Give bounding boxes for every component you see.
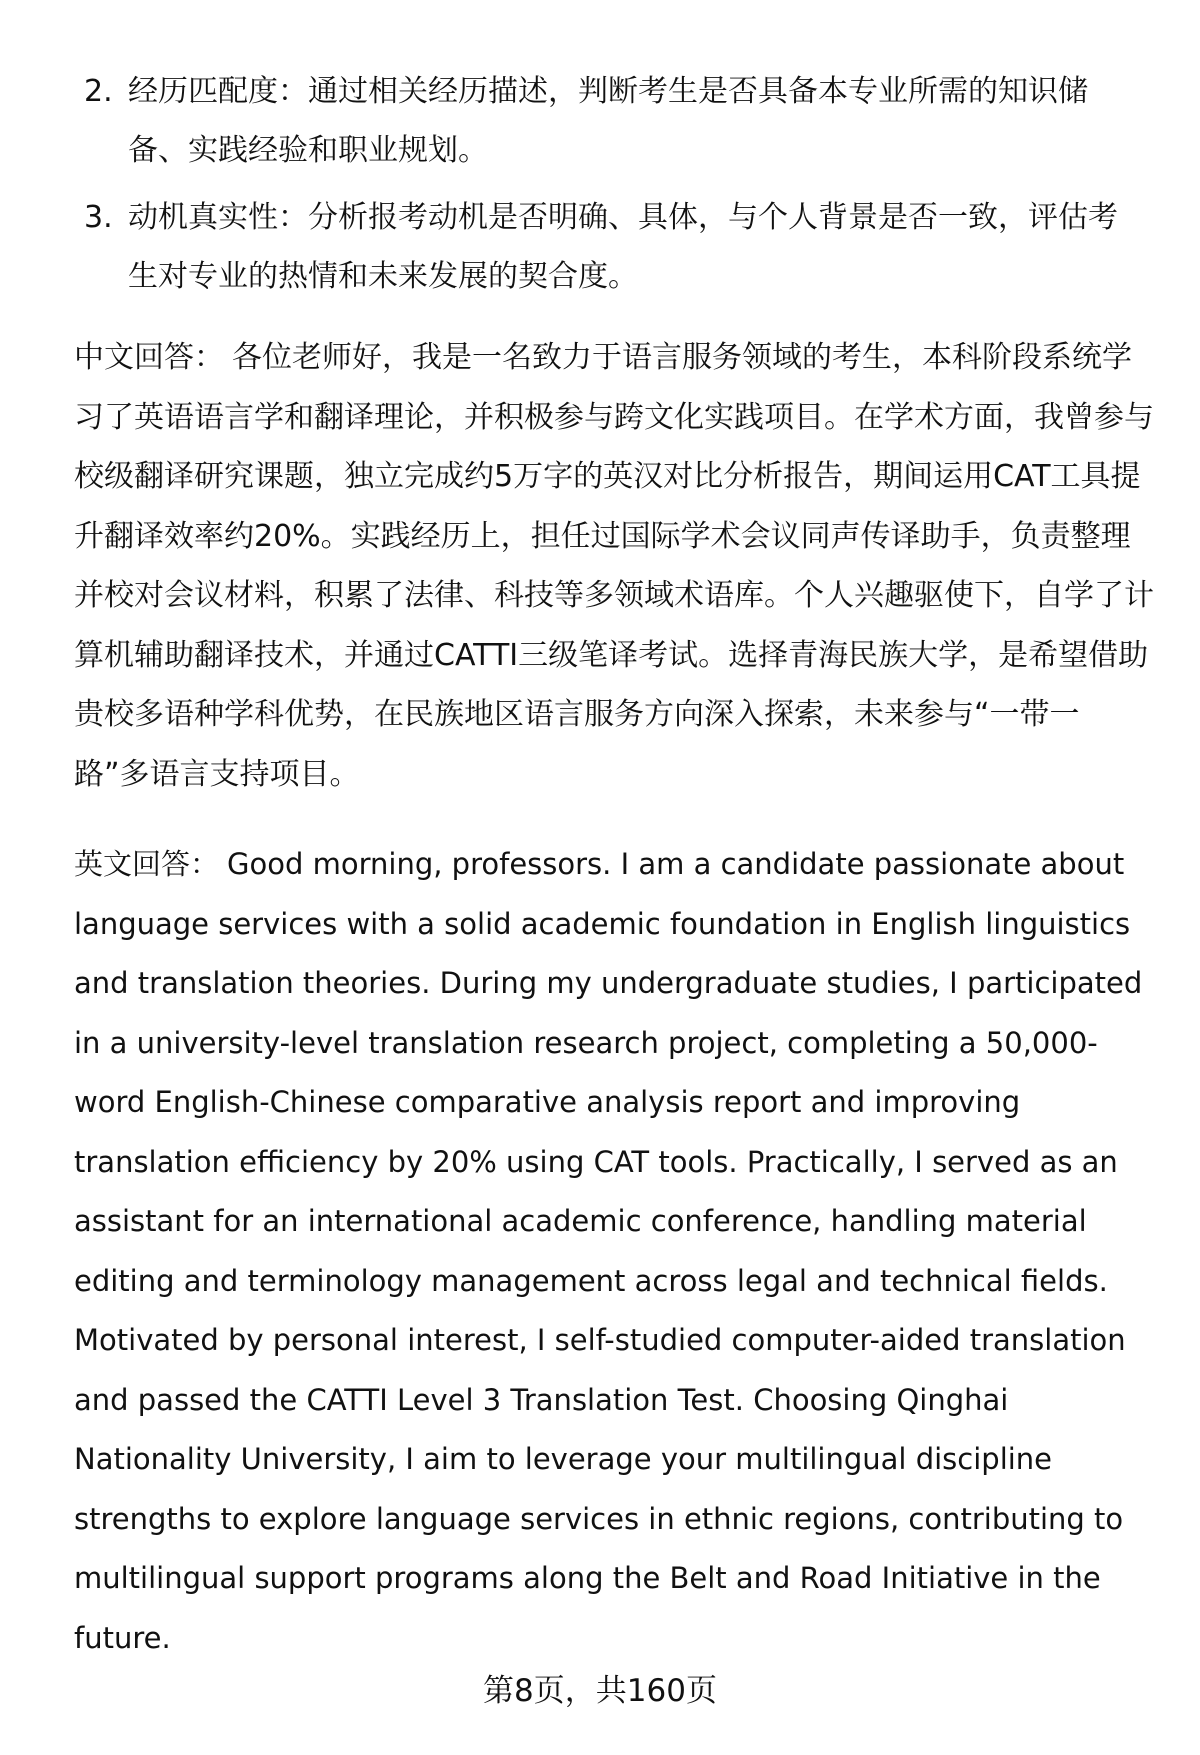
- list-item-text: 经历匹配度：通过相关经历描述，判断考生是否具备本专业所需的知识储备、实践经验和职业规划。: [128, 74, 1088, 168]
- english-answer-text: Good morning, professors. I am a candidate passionate about language services with a solid academic foundation in English linguistics and translation theories. During my undergraduate studies, I participated in a university-level translation research project, completing a 50,000-word English-Chinese comparative analysis report and improving translation efficiency by 20% using CAT tools. Practically, I served as an assistant for an international academic conference, handling material editing and terminology management across legal and technical fields. Motivated by personal interest, I self-studied computer-aided translation and passed the CATTI Level 3 Translation Test. Choosing Qinghai Nationality University, I aim to leverage your multilingual discipline strengths to explore language services in ethnic regions, contributing to multilingual support programs along the Belt and Road Initiative in the future.: [74, 847, 1143, 1655]
- page-number-footer: 第8页，共160页: [483, 1673, 717, 1709]
- chinese-answer-label: 中文回答：: [74, 340, 224, 375]
- list-item-text: 动机真实性：分析报考动机是否明确、具体，与个人背景是否一致，评估考生对专业的热情和未来发展的契合度。: [128, 200, 1118, 294]
- list-item-number: 3.: [84, 200, 113, 235]
- chinese-answer-paragraph: [74, 328, 1154, 804]
- list-item: [84, 188, 1144, 306]
- english-answer-label: 英文回答：: [74, 847, 220, 881]
- chinese-answer-text: 各位老师好，我是一名致力于语言服务领域的考生，本科阶段系统学习了英语语言学和翻译理论，并积极参与跨文化实践项目。在学术方面，我曾参与校级翻译研究课题，独立完成约5万字的英汉对比分析报告，期间运用CAT工具提升翻译效率约20%。实践经历上，担任过国际学术会议同声传译助手，负责整理并校对会议材料，积累了法律、科技等多领域术语库。个人兴趣驱使下，自学了计算机辅助翻译技术，并通过CATTI三级笔译考试。选择青海民族大学，是希望借助贵校多语种学科优势，在民族地区语言服务方向深入探索，未来参与“一带一路”多语言支持项目。: [74, 340, 1154, 792]
- list-item: [84, 62, 1144, 180]
- list-item-number: 2.: [84, 74, 113, 109]
- evaluation-criteria-list: [84, 62, 1144, 314]
- english-answer-paragraph: [74, 835, 1154, 1668]
